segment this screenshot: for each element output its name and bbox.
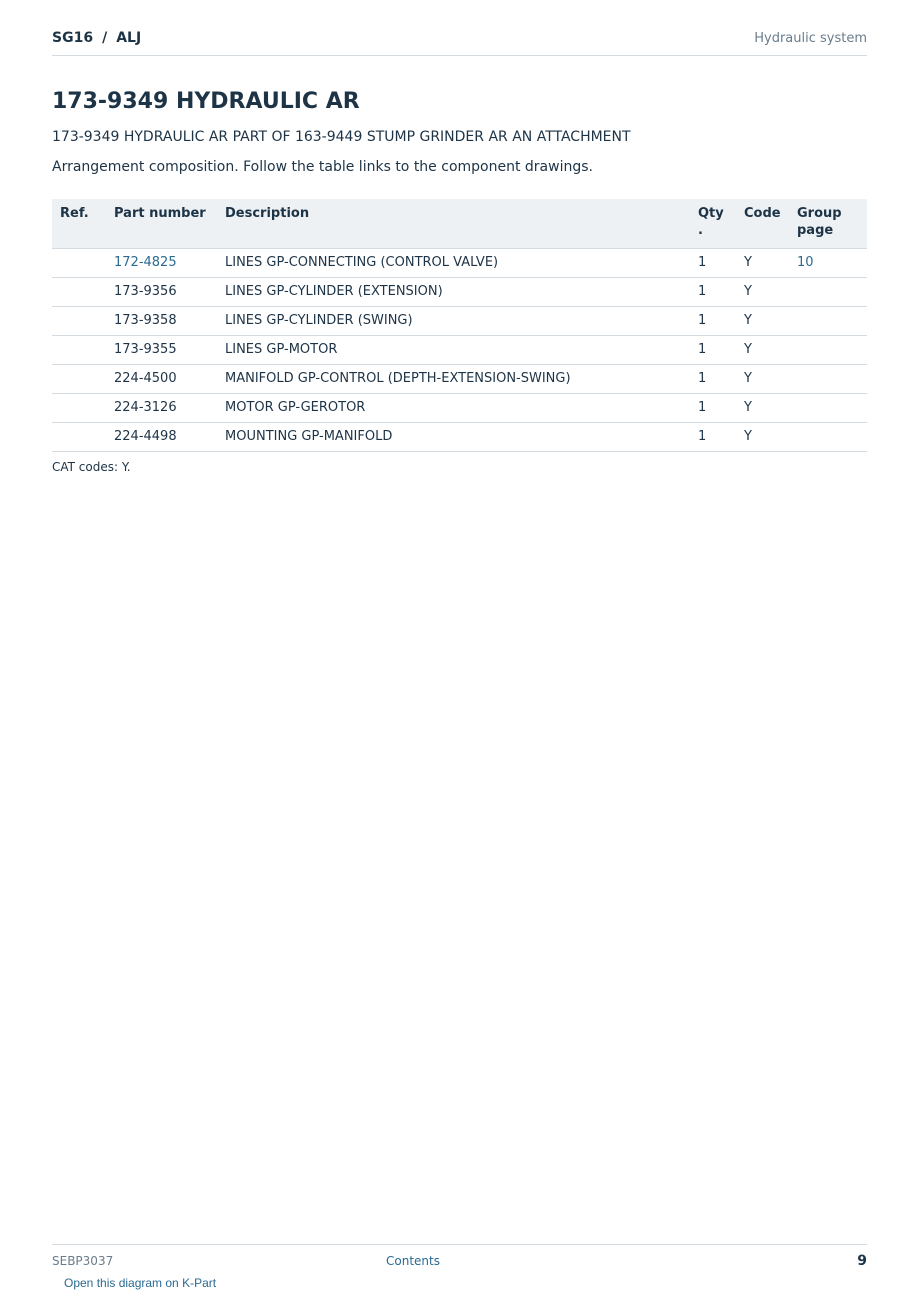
table-row [52, 278, 867, 307]
model-label: SG16 [52, 30, 94, 46]
document-id: SEBP3037 [52, 1254, 114, 1268]
description-cell: MANIFOLD GP-CONTROL (DEPTH-EXTENSION-SWING) [217, 365, 690, 394]
column-header-group-page [789, 199, 867, 249]
group-page-cell [789, 336, 867, 365]
intro-text: Arrangement composition. Follow the table links to the component drawings. [52, 159, 593, 175]
qty-cell: 1 [690, 423, 736, 452]
column-header-ref: Ref. [52, 199, 106, 249]
part-number-cell: 224-4500 [106, 365, 217, 394]
column-header-part-number: Part number [106, 199, 217, 249]
breadcrumb-separator: / [102, 30, 108, 46]
column-header-group-page-line2: page [797, 223, 834, 238]
qty-cell: 1 [690, 249, 736, 278]
column-header-qty-line2: . [698, 223, 703, 238]
part-number-link[interactable]: 172-4825 [106, 249, 217, 278]
group-page-cell [789, 307, 867, 336]
column-header-group-page-line1: Group [797, 206, 842, 221]
qty-cell: 1 [690, 394, 736, 423]
contents-link[interactable]: Contents [386, 1254, 440, 1268]
code-cell: Y [736, 278, 789, 307]
part-number-cell: 173-9355 [106, 336, 217, 365]
qty-cell: 1 [690, 336, 736, 365]
ref-cell [52, 423, 106, 452]
description-cell: MOTOR GP-GEROTOR [217, 394, 690, 423]
ref-cell [52, 278, 106, 307]
section-name: Hydraulic system [754, 31, 867, 46]
ref-cell [52, 307, 106, 336]
description-cell: LINES GP-CONNECTING (CONTROL VALVE) [217, 249, 690, 278]
page-footer [52, 1244, 867, 1275]
page-header [52, 28, 867, 56]
cat-codes-note: CAT codes: Y. [52, 460, 131, 474]
kpart-link[interactable]: Open this diagram on K-Part [64, 1276, 217, 1290]
ref-cell [52, 394, 106, 423]
column-header-code: Code [736, 199, 789, 249]
parts-table [52, 199, 867, 452]
part-number-cell: 173-9356 [106, 278, 217, 307]
description-cell: LINES GP-CYLINDER (EXTENSION) [217, 278, 690, 307]
code-cell: Y [736, 365, 789, 394]
qty-cell: 1 [690, 365, 736, 394]
code-cell: Y [736, 394, 789, 423]
group-page-cell [789, 278, 867, 307]
table-row [52, 249, 867, 278]
page-title: 173-9349 HYDRAULIC AR [52, 89, 360, 114]
code-cell: Y [736, 336, 789, 365]
group-page-link[interactable]: 10 [789, 249, 867, 278]
qty-cell: 1 [690, 307, 736, 336]
column-header-qty-line1: Qty [698, 206, 724, 221]
breadcrumb [52, 30, 141, 46]
page-number: 9 [857, 1253, 867, 1269]
table-row [52, 394, 867, 423]
part-number-cell: 173-9358 [106, 307, 217, 336]
part-number-cell: 224-3126 [106, 394, 217, 423]
table-row [52, 365, 867, 394]
code-cell: Y [736, 307, 789, 336]
table-header-row [52, 199, 867, 249]
ref-cell [52, 249, 106, 278]
description-cell: LINES GP-CYLINDER (SWING) [217, 307, 690, 336]
code-cell: Y [736, 249, 789, 278]
qty-cell: 1 [690, 278, 736, 307]
ref-cell [52, 336, 106, 365]
table-row [52, 336, 867, 365]
group-page-cell [789, 365, 867, 394]
description-cell: LINES GP-MOTOR [217, 336, 690, 365]
table-row [52, 307, 867, 336]
ref-cell [52, 365, 106, 394]
table-row [52, 423, 867, 452]
column-header-qty [690, 199, 736, 249]
serial-prefix-label: ALJ [116, 30, 142, 46]
description-cell: MOUNTING GP-MANIFOLD [217, 423, 690, 452]
part-number-cell: 224-4498 [106, 423, 217, 452]
group-page-cell [789, 394, 867, 423]
code-cell: Y [736, 423, 789, 452]
page-subtitle: 173-9349 HYDRAULIC AR PART OF 163-9449 STUMP GRINDER AR AN ATTACHMENT [52, 129, 631, 145]
group-page-cell [789, 423, 867, 452]
column-header-description: Description [217, 199, 690, 249]
